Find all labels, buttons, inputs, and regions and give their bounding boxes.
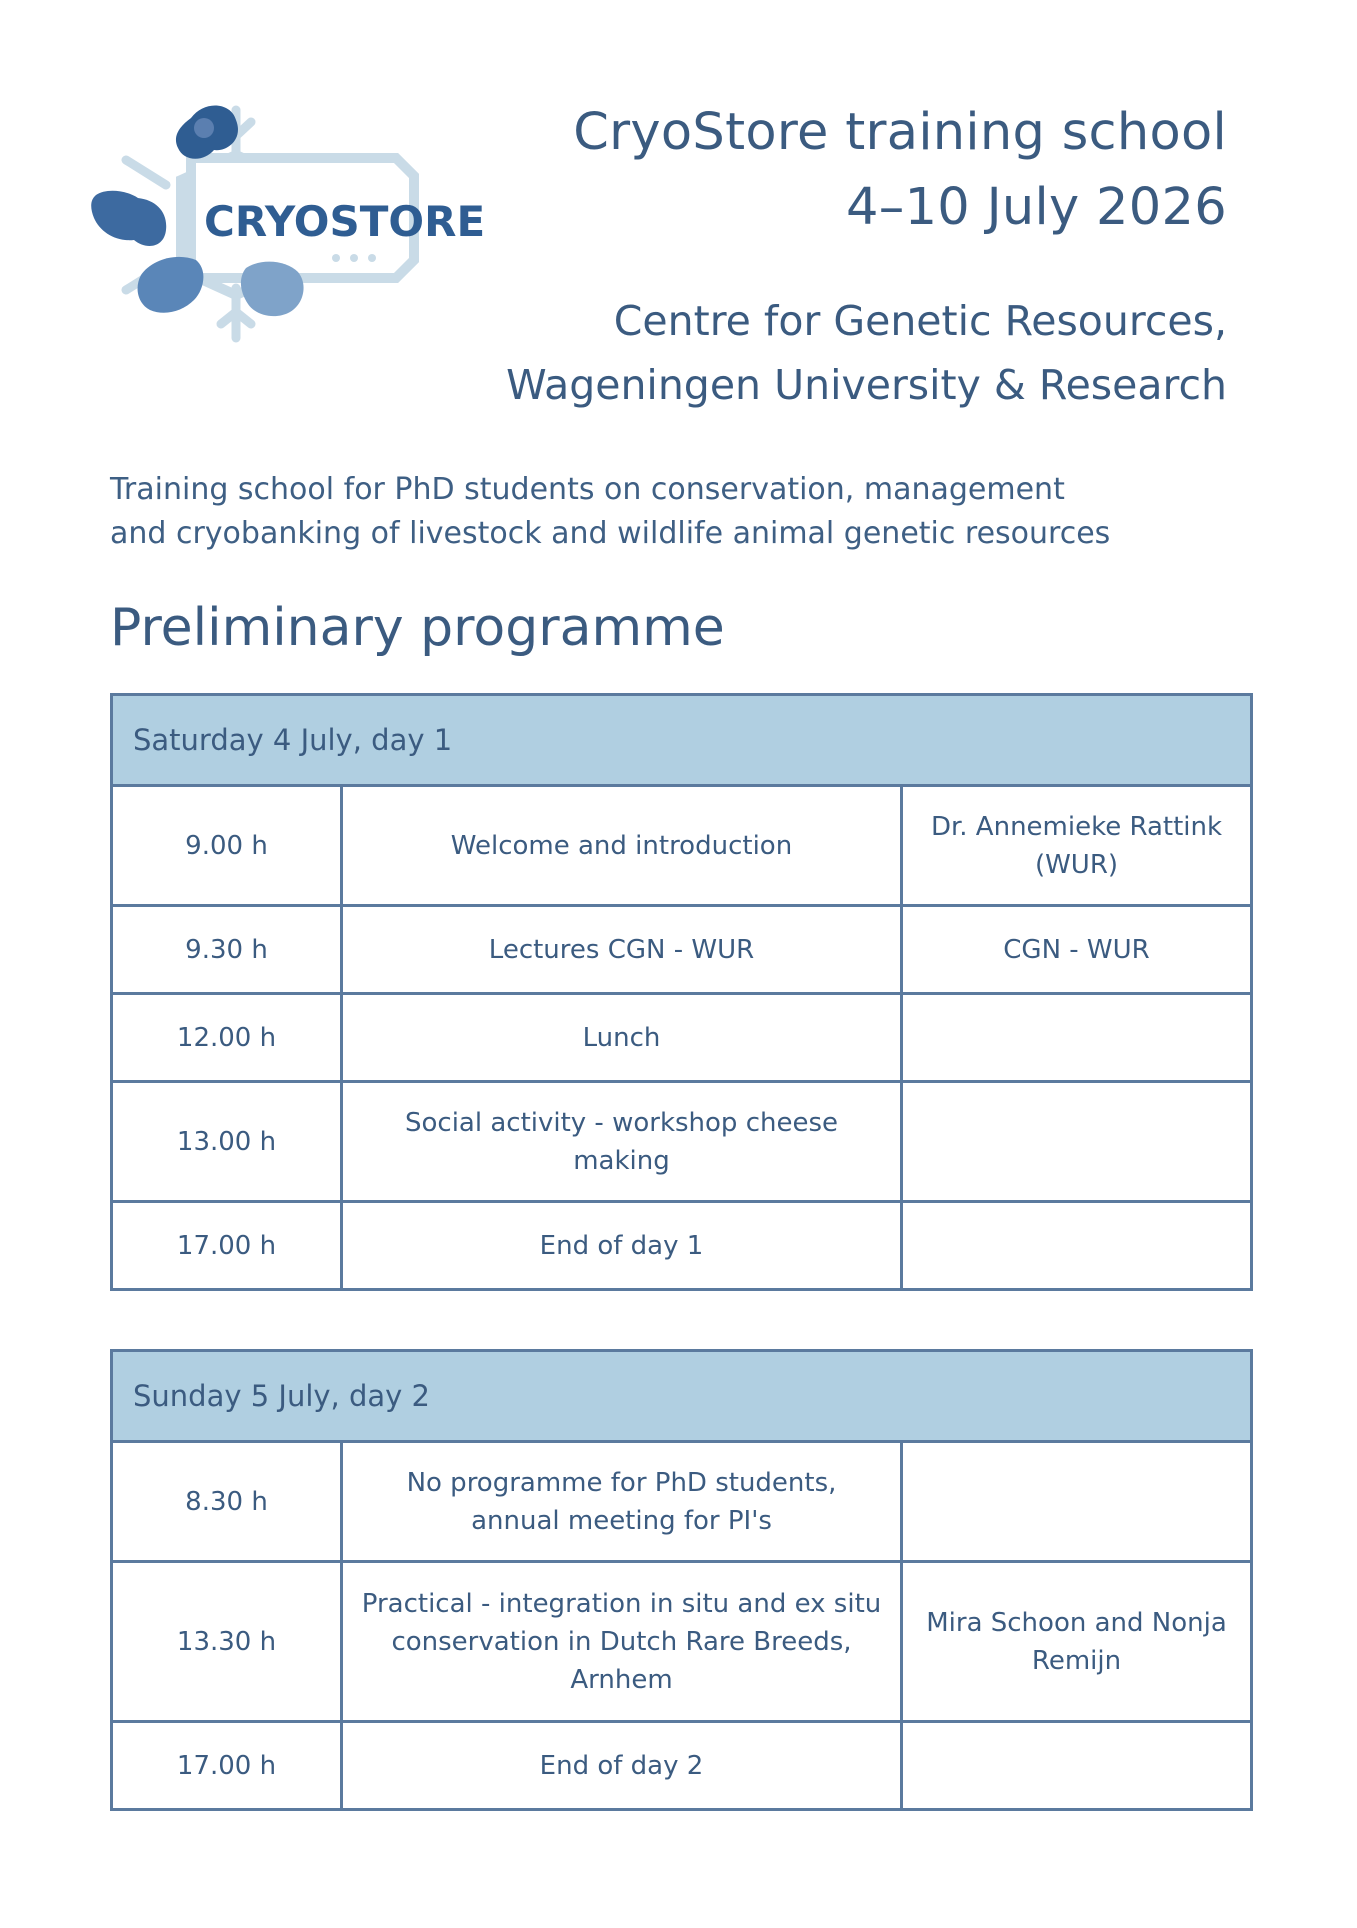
activity-cell: Practical - integration in situ and ex situ conservation in Dutch Rare Breeds, Arnhem xyxy=(342,1562,902,1722)
day-header: Saturday 4 July, day 1 xyxy=(112,695,1252,786)
cow-head-icon xyxy=(91,191,166,246)
organization-line-2: Wageningen University & Research xyxy=(506,361,1227,409)
header-block xyxy=(506,95,1227,417)
time-cell: 12.00 h xyxy=(112,994,342,1082)
day-header: Sunday 5 July, day 2 xyxy=(112,1351,1252,1442)
speaker-cell xyxy=(902,1722,1252,1810)
speaker-cell: Dr. Annemieke Rattink (WUR) xyxy=(902,786,1252,906)
snowflake-logo-graphic xyxy=(86,100,486,348)
table-row xyxy=(112,1082,1252,1202)
speaker-cell xyxy=(902,994,1252,1082)
intro-line-2: and cryobanking of livestock and wildlife animal genetic resources xyxy=(110,516,1111,551)
speaker-cell xyxy=(902,1202,1252,1290)
programme-table-day1 xyxy=(110,693,1253,1291)
intro-text xyxy=(110,468,1240,556)
table-row xyxy=(112,1442,1252,1562)
time-cell: 9.00 h xyxy=(112,786,342,906)
time-cell: 8.30 h xyxy=(112,1442,342,1562)
activity-cell: Welcome and introduction xyxy=(342,786,902,906)
activity-cell: Lectures CGN - WUR xyxy=(342,906,902,994)
activity-cell: Social activity - workshop cheese making xyxy=(342,1082,902,1202)
time-cell: 17.00 h xyxy=(112,1202,342,1290)
time-cell: 13.30 h xyxy=(112,1562,342,1722)
speaker-cell xyxy=(902,1442,1252,1562)
intro-line-1: Training school for PhD students on conservation, management xyxy=(110,472,1065,507)
organization-line-1: Centre for Genetic Resources, xyxy=(613,297,1227,345)
logo-wordmark: CRYOSTORE xyxy=(204,197,486,246)
table-row xyxy=(112,1202,1252,1290)
activity-cell: Lunch xyxy=(342,994,902,1082)
ram-head-icon xyxy=(176,105,238,158)
pig-head-icon xyxy=(241,262,304,317)
activity-cell: No programme for PhD students, annual meeting for PI's xyxy=(342,1442,902,1562)
time-cell: 13.00 h xyxy=(112,1082,342,1202)
table-row xyxy=(112,906,1252,994)
event-dates: 4–10 July 2026 xyxy=(846,178,1227,237)
programme-table-day2 xyxy=(110,1349,1253,1811)
table-row xyxy=(112,994,1252,1082)
section-title: Preliminary programme xyxy=(110,598,725,658)
time-cell: 17.00 h xyxy=(112,1722,342,1810)
table-row xyxy=(112,1722,1252,1810)
page-title: CryoStore training school xyxy=(573,103,1227,162)
cryostore-logo xyxy=(86,100,486,348)
speaker-cell: Mira Schoon and Nonja Remijn xyxy=(902,1562,1252,1722)
activity-cell: End of day 1 xyxy=(342,1202,902,1290)
table-row xyxy=(112,1562,1252,1722)
activity-cell: End of day 2 xyxy=(342,1722,902,1810)
speaker-cell xyxy=(902,1082,1252,1202)
time-cell: 9.30 h xyxy=(112,906,342,994)
table-row xyxy=(112,786,1252,906)
speaker-cell: CGN - WUR xyxy=(902,906,1252,994)
horse-head-icon xyxy=(138,257,204,313)
